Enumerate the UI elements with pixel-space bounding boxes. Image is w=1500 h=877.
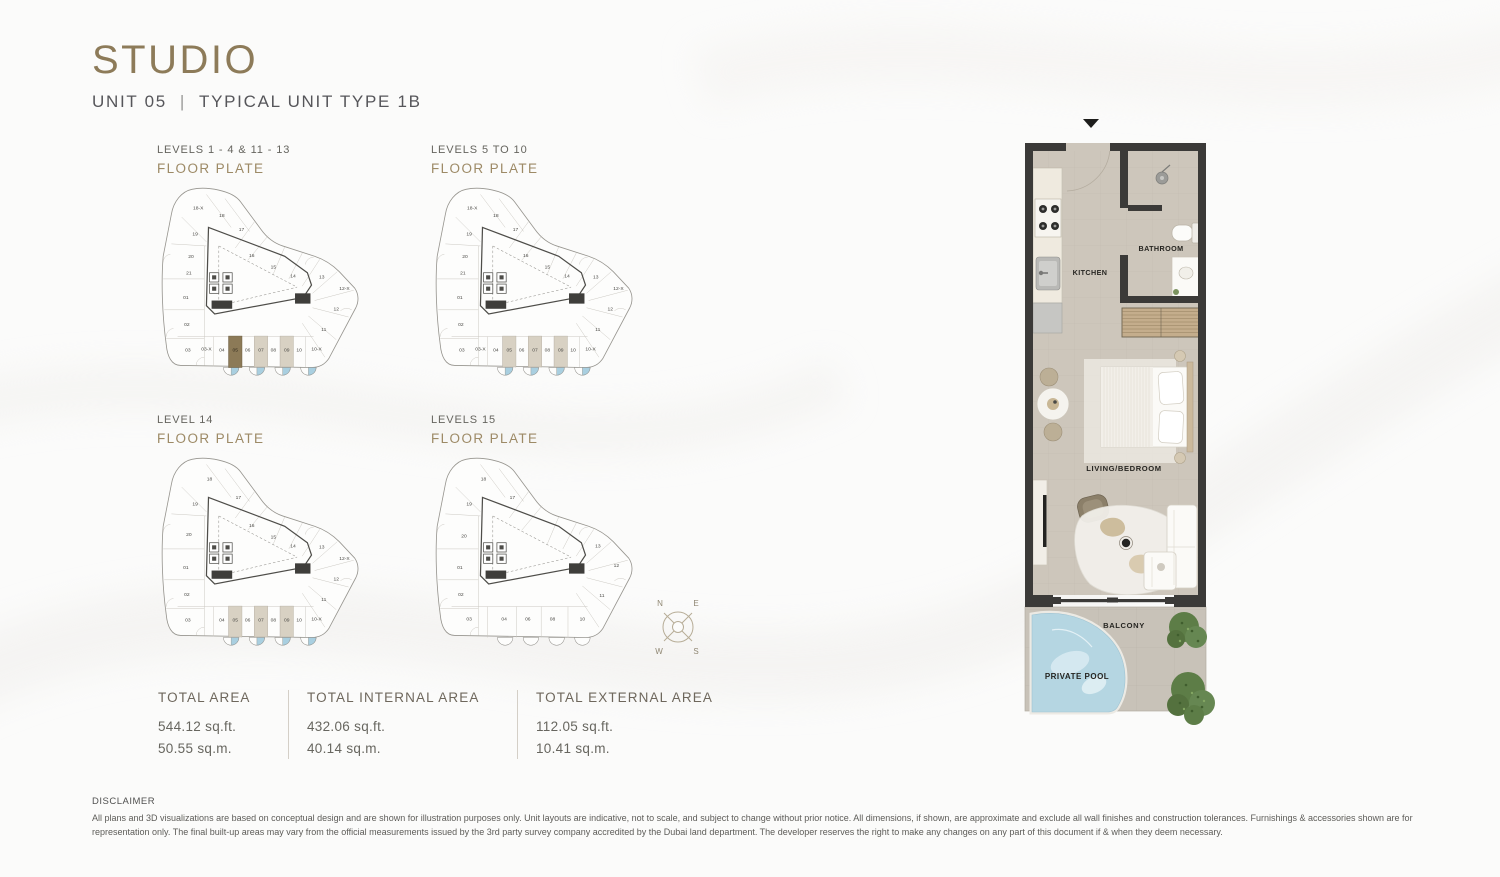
kitchen-counter [1033,168,1062,333]
svg-text:15: 15 [544,265,551,271]
svg-text:14: 14 [290,274,296,280]
svg-text:21: 21 [460,271,466,277]
unit-floor-plan [1022,115,1217,733]
total-area [158,690,288,759]
compass-north: N [657,599,663,608]
svg-text:03: 03 [466,617,472,623]
compass-east: E [693,599,699,608]
svg-text:04: 04 [219,348,225,354]
svg-text:15: 15 [270,535,277,541]
total-internal-area [288,690,517,759]
svg-text:02: 02 [458,592,464,598]
vanity [1172,257,1202,298]
svg-text:11: 11 [321,328,327,334]
svg-text:16: 16 [249,253,255,259]
total-external-area-sqft: 112.05 sq.ft. [536,719,614,734]
svg-text:05: 05 [232,618,239,624]
plate-level-label: LEVELS 5 TO 10 [431,144,528,156]
svg-text:05: 05 [506,348,513,354]
plate-title: FLOOR PLATE [157,431,265,446]
svg-text:06: 06 [244,618,251,624]
svg-text:17: 17 [509,496,516,502]
svg-text:03: 03 [459,348,465,354]
svg-text:18: 18 [219,213,225,219]
svg-text:11: 11 [599,594,605,600]
total-area-label: TOTAL AREA [158,690,251,705]
svg-text:08: 08 [270,348,277,354]
plate-title: FLOOR PLATE [431,161,539,176]
svg-text:03: 03 [185,348,191,354]
svg-text:01: 01 [457,296,463,302]
svg-text:13: 13 [319,545,325,551]
svg-text:19: 19 [466,232,472,238]
plate-level-label: LEVELS 15 [431,414,496,426]
area-summary [158,690,739,759]
appliance [1033,303,1062,333]
svg-text:07: 07 [258,348,264,354]
svg-text:09: 09 [558,348,564,354]
floor-plate-diagram [157,454,363,650]
floor-plate-diagram [431,454,637,650]
svg-text:10-X: 10-X [585,347,596,353]
toilet-icon [1172,223,1199,243]
svg-text:09: 09 [284,618,290,624]
disclaimer-text: All plans and 3D visualizations are based on conceptual design and are shown for illustration purposes only. Unit layouts are indicative, not to scale, and subject to change without prior notice. All dimensions, if shown, are approximate and exclude all wall finishes and construction tolerances. Furnishings & accessories shown are for representation only. The final built-up areas may vary from the official measurements issued by the 3rd party survey company accredited by the Dubai land department. The developer reserves the right to make any changes on any part of this document if & when they deem necessary. [92,813,1413,837]
svg-text:16: 16 [523,253,529,259]
svg-text:02: 02 [184,592,190,598]
svg-text:06: 06 [518,348,525,354]
svg-text:20: 20 [461,534,467,540]
compass-west: W [655,647,663,656]
svg-text:17: 17 [238,228,245,234]
svg-text:08: 08 [270,618,277,624]
compass [646,591,710,666]
svg-text:13: 13 [595,544,601,550]
floor-plate-diagram [431,184,637,380]
svg-text:01: 01 [183,566,189,572]
total-external-area-sqm: 10.41 sq.m. [536,740,610,756]
svg-text:19: 19 [466,502,472,508]
room-label-bathroom: BATHROOM [1138,244,1184,253]
room-label-pool: PRIVATE POOL [1044,672,1110,681]
svg-text:07: 07 [532,348,538,354]
svg-text:18: 18 [480,477,487,483]
room-label-kitchen: KITCHEN [1072,268,1108,277]
page-header [92,38,422,112]
svg-text:21: 21 [186,271,192,277]
compass-icon [646,591,710,661]
svg-text:20: 20 [462,255,468,261]
svg-text:06: 06 [244,348,251,354]
floor-plate-block-4 [431,414,643,650]
svg-text:12: 12 [333,307,339,313]
total-external-area-label: TOTAL EXTERNAL AREA [536,690,713,705]
plate-title: FLOOR PLATE [157,161,265,176]
total-area-sqft: 544.12 sq.ft. [158,719,237,734]
compass-south: S [693,647,699,656]
svg-text:12: 12 [333,577,339,583]
svg-text:01: 01 [183,296,189,302]
disclaimer-title: DISCLAIMER [92,796,156,807]
svg-text:19: 19 [192,502,198,508]
svg-text:03: 03 [185,618,191,624]
svg-text:10: 10 [296,618,302,624]
plate-level-label: LEVELS 1 - 4 & 11 - 13 [157,144,291,156]
svg-text:04: 04 [501,617,507,623]
svg-text:14: 14 [290,544,296,550]
floor-plate-block-1 [157,144,369,380]
svg-text:06: 06 [525,617,531,623]
room-label-living: LIVING/BEDROOM [1086,464,1162,473]
unit-type-label: TYPICAL UNIT TYPE 1B [199,92,422,111]
svg-text:14: 14 [564,274,570,280]
tv-console [1033,480,1047,565]
svg-text:05: 05 [232,348,239,354]
svg-text:11: 11 [321,598,327,604]
svg-text:20: 20 [188,255,194,261]
floor-plate-diagram [157,184,363,380]
svg-text:10: 10 [579,617,586,623]
floor-plate-block-3 [157,414,369,650]
total-area-sqm: 50.55 sq.m. [158,740,232,756]
svg-text:10: 10 [296,348,302,354]
floor-plate-block-2 [431,144,643,380]
svg-text:13: 13 [593,275,599,281]
svg-text:18-X: 18-X [466,206,478,212]
floor-lamp-icon [1122,539,1130,547]
svg-text:10-X: 10-X [311,617,322,623]
svg-text:04: 04 [493,348,499,354]
entrance-arrow-icon [1083,119,1099,128]
svg-text:01: 01 [457,566,463,572]
side-table [1175,351,1186,362]
svg-text:17: 17 [512,228,519,234]
svg-text:12-X: 12-X [339,556,350,562]
unit-plan [1022,115,1217,738]
total-external-area [517,690,739,759]
svg-text:10: 10 [570,348,576,354]
svg-text:03-X: 03-X [475,347,486,353]
svg-text:12: 12 [613,564,620,570]
svg-text:09: 09 [284,348,290,354]
subtitle-separator: | [179,92,187,111]
svg-text:03-X: 03-X [201,347,212,353]
svg-text:12-X: 12-X [339,286,350,292]
svg-text:18-X: 18-X [192,206,204,212]
total-internal-area-label: TOTAL INTERNAL AREA [307,690,480,705]
svg-text:18: 18 [206,477,213,483]
wardrobe [1122,308,1200,337]
svg-text:04: 04 [219,618,225,624]
svg-text:12: 12 [607,307,613,313]
svg-text:16: 16 [249,523,255,529]
plate-title: FLOOR PLATE [431,431,539,446]
svg-text:20: 20 [186,533,192,539]
svg-text:08: 08 [544,348,551,354]
plate-level-label: LEVEL 14 [157,414,214,426]
svg-text:19: 19 [192,232,198,238]
total-internal-area-sqm: 40.14 sq.m. [307,740,381,756]
bed [1101,362,1193,452]
svg-text:02: 02 [184,322,190,328]
page-subtitle [92,92,422,112]
svg-text:10-X: 10-X [311,347,322,353]
svg-text:13: 13 [319,275,325,281]
disclaimer [92,796,1416,839]
svg-text:17: 17 [235,496,242,502]
page-title: STUDIO [92,38,259,82]
svg-text:11: 11 [595,328,601,334]
svg-text:15: 15 [270,265,277,271]
svg-text:02: 02 [458,322,464,328]
svg-text:08: 08 [549,617,556,623]
room-label-balcony: BALCONY [1103,621,1145,630]
svg-text:12-X: 12-X [613,286,624,292]
svg-text:18: 18 [493,213,499,219]
total-internal-area-sqft: 432.06 sq.ft. [307,719,386,734]
unit-number-label: UNIT 05 [92,92,167,111]
svg-text:07: 07 [258,618,264,624]
side-table [1175,453,1186,464]
